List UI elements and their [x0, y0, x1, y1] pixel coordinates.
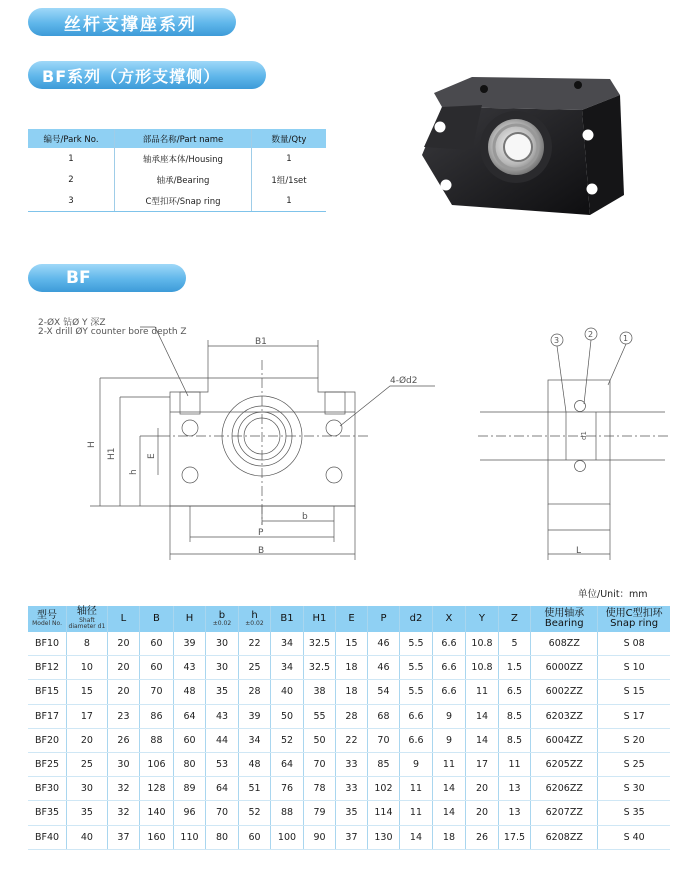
- spec-cell: S 25: [598, 752, 670, 776]
- model-cell: BF10: [28, 632, 67, 656]
- spec-cell: 68: [367, 704, 400, 728]
- parts-header-row: [28, 129, 326, 148]
- spec-cell: 88: [271, 801, 304, 825]
- spec-cell: 48: [238, 752, 271, 776]
- parts-cell: 轴承/Bearing: [115, 169, 252, 190]
- spec-cell: 88: [140, 728, 174, 752]
- spec-cell: 20: [466, 777, 499, 801]
- spec-cell: 37: [107, 825, 140, 849]
- spec-header-main: h: [251, 609, 258, 621]
- drawing-note: 2-X drill ØY counter bore depth Z: [38, 327, 187, 337]
- spec-body: [28, 632, 670, 849]
- spec-header-main: E: [348, 612, 355, 624]
- parts-table: [28, 129, 326, 212]
- spec-cell: 10.8: [466, 632, 499, 656]
- spec-cell: 20: [67, 728, 108, 752]
- mount-hole-circle: [182, 420, 198, 436]
- spec-cell: 34: [271, 656, 304, 680]
- leader-line: [140, 327, 188, 396]
- spec-cell: 11: [498, 752, 531, 776]
- housing-top-face: [434, 77, 620, 110]
- dim-label: b: [302, 512, 308, 522]
- mount-hole: [583, 130, 594, 141]
- table-row: [28, 680, 670, 704]
- mount-hole: [441, 180, 452, 191]
- table-row: [28, 190, 326, 212]
- spec-cell: 90: [303, 825, 336, 849]
- spec-cell: 89: [173, 777, 206, 801]
- spec-cell: 14: [466, 728, 499, 752]
- spec-cell: 28: [336, 704, 367, 728]
- spec-cell: 76: [271, 777, 304, 801]
- spec-cell: 20: [466, 801, 499, 825]
- spec-header-cell: [67, 606, 108, 632]
- spec-header-cell: [598, 606, 670, 632]
- spec-cell: 9: [432, 728, 466, 752]
- spec-header-main: Y: [478, 612, 486, 624]
- parts-cell: 轴承座本体/Housing: [115, 148, 252, 169]
- spec-cell: 17: [67, 704, 108, 728]
- spec-cell: 6.6: [432, 680, 466, 704]
- bearing-bore: [504, 133, 532, 161]
- spec-cell: 106: [140, 752, 174, 776]
- spec-cell: 86: [140, 704, 174, 728]
- spec-cell: 8.5: [498, 704, 531, 728]
- spec-cell: 110: [173, 825, 206, 849]
- spec-cell: 6206ZZ: [531, 777, 598, 801]
- side-view-outline: [548, 380, 610, 504]
- callout-number: 1: [623, 334, 629, 343]
- table-row: [28, 728, 670, 752]
- spec-cell: 40: [67, 825, 108, 849]
- spec-cell: 79: [303, 801, 336, 825]
- dim-label: B: [258, 546, 265, 556]
- spec-header-cell: [432, 606, 466, 632]
- spec-cell: 60: [140, 656, 174, 680]
- spec-cell: 44: [206, 728, 239, 752]
- model-cell: BF12: [28, 656, 67, 680]
- spec-cell: 30: [107, 752, 140, 776]
- model-cell: BF15: [28, 680, 67, 704]
- table-row: [28, 632, 670, 656]
- spec-header-sub: ±0.02: [245, 620, 264, 628]
- spec-cell: 11: [400, 777, 433, 801]
- ball: [575, 461, 586, 472]
- parts-cell: 1: [68, 153, 74, 164]
- spec-cell: 6.6: [432, 632, 466, 656]
- spec-cell: 13: [498, 777, 531, 801]
- spec-header-cell: [206, 606, 239, 632]
- spec-cell: 46: [367, 656, 400, 680]
- spec-cell: 40: [271, 680, 304, 704]
- spec-cell: S 15: [598, 680, 670, 704]
- counterbore: [325, 392, 345, 414]
- spec-header-cell: [238, 606, 271, 632]
- spec-header-main: 使用轴承: [544, 607, 585, 619]
- table-row: [28, 825, 670, 849]
- spec-cell: 96: [173, 801, 206, 825]
- spec-cell: 35: [67, 801, 108, 825]
- spec-cell: 140: [140, 801, 174, 825]
- spec-cell: 20: [107, 632, 140, 656]
- spec-cell: 60: [140, 632, 174, 656]
- spec-cell: 15: [336, 632, 367, 656]
- spec-cell: 70: [140, 680, 174, 704]
- spec-cell: 18: [432, 825, 466, 849]
- model-cell: BF25: [28, 752, 67, 776]
- spec-cell: 6004ZZ: [531, 728, 598, 752]
- table-row: [28, 801, 670, 825]
- dim-label: h: [129, 469, 139, 475]
- spec-header-main: P: [380, 612, 387, 624]
- table-row: [28, 752, 670, 776]
- spec-cell: 5.5: [400, 680, 433, 704]
- spec-cell: 6.6: [400, 704, 433, 728]
- spec-cell: 33: [336, 752, 367, 776]
- spec-cell: 70: [367, 728, 400, 752]
- spec-cell: 1.5: [498, 656, 531, 680]
- spec-cell: 14: [400, 825, 433, 849]
- spec-cell: 85: [367, 752, 400, 776]
- product-photo: [412, 55, 634, 225]
- spec-cell: 18: [336, 656, 367, 680]
- spec-cell: 34: [271, 632, 304, 656]
- spec-cell: 26: [466, 825, 499, 849]
- spec-cell: 9: [400, 752, 433, 776]
- spec-header-main: 型号: [37, 609, 58, 621]
- spec-header-cell: [303, 606, 336, 632]
- spec-cell: 8: [67, 632, 108, 656]
- parts-cell: 2: [68, 174, 74, 185]
- technical-drawing: [0, 300, 700, 585]
- drawing-note: 2-ØX 钻Ø Y 深Z: [38, 318, 106, 328]
- model-cell: BF17: [28, 704, 67, 728]
- spec-cell: 11: [466, 680, 499, 704]
- spec-cell: S 40: [598, 825, 670, 849]
- spec-cell: 130: [367, 825, 400, 849]
- spec-cell: 20: [107, 656, 140, 680]
- spec-cell: 608ZZ: [531, 632, 598, 656]
- spec-header-main: H: [185, 612, 194, 624]
- spec-cell: 80: [173, 752, 206, 776]
- parts-cell: 1: [252, 190, 327, 212]
- spec-cell: 25: [67, 752, 108, 776]
- spec-cell: 32.5: [303, 656, 336, 680]
- spec-cell: 28: [238, 680, 271, 704]
- spec-cell: 39: [238, 704, 271, 728]
- series-title-pill: [28, 61, 266, 89]
- model-cell: BF35: [28, 801, 67, 825]
- spec-cell: 80: [206, 825, 239, 849]
- spec-cell: 55: [303, 704, 336, 728]
- spec-header-cell: [336, 606, 367, 632]
- spec-header-cell: [271, 606, 304, 632]
- parts-cell: C型扣环/Snap ring: [115, 190, 252, 212]
- spec-table: [28, 606, 670, 850]
- spec-cell: 15: [67, 680, 108, 704]
- hole-label: 4-Ød2: [390, 376, 418, 386]
- spec-cell: 52: [238, 801, 271, 825]
- mount-hole-circle: [326, 420, 342, 436]
- spec-cell: 11: [400, 801, 433, 825]
- section-title: BF: [66, 268, 91, 288]
- series-title: BF系列（方形支撑侧）: [42, 66, 221, 86]
- spec-cell: 10.8: [466, 656, 499, 680]
- model-cell: BF30: [28, 777, 67, 801]
- spec-cell: 102: [367, 777, 400, 801]
- spec-cell: 17: [466, 752, 499, 776]
- spec-header-main: L: [120, 612, 127, 624]
- parts-header-no: 编号/Park No.: [28, 129, 115, 148]
- spec-header-cell: [400, 606, 433, 632]
- spec-cell: 6203ZZ: [531, 704, 598, 728]
- spec-cell: 30: [67, 777, 108, 801]
- callout-number: 3: [554, 336, 560, 345]
- parts-cell: 3: [28, 190, 115, 212]
- top-hole: [480, 85, 488, 93]
- mount-hole-circle: [182, 467, 198, 483]
- spec-cell: 160: [140, 825, 174, 849]
- spec-cell: 32.5: [303, 632, 336, 656]
- spec-cell: 51: [238, 777, 271, 801]
- spec-cell: 9: [432, 704, 466, 728]
- spec-header-cell: [28, 606, 67, 632]
- spec-cell: 54: [367, 680, 400, 704]
- spec-cell: S 30: [598, 777, 670, 801]
- spec-cell: 6.5: [498, 680, 531, 704]
- spec-cell: 128: [140, 777, 174, 801]
- spec-cell: 64: [271, 752, 304, 776]
- spec-header-main: X: [445, 612, 453, 624]
- spec-cell: 26: [107, 728, 140, 752]
- spec-cell: 70: [303, 752, 336, 776]
- spec-header-sub: Snap ring: [610, 618, 659, 629]
- page-title: 丝杆支撑座系列: [64, 14, 197, 35]
- spec-cell: 8.5: [498, 728, 531, 752]
- dim-label: d1: [580, 431, 588, 440]
- spec-cell: 22: [238, 632, 271, 656]
- spec-cell: 6205ZZ: [531, 752, 598, 776]
- spec-cell: 32: [107, 801, 140, 825]
- spec-cell: S 35: [598, 801, 670, 825]
- spec-header-cell: [173, 606, 206, 632]
- spec-cell: 34: [238, 728, 271, 752]
- spec-cell: 46: [367, 632, 400, 656]
- spec-cell: 60: [173, 728, 206, 752]
- spec-header-sub: Model No.: [32, 620, 62, 628]
- spec-cell: S 10: [598, 656, 670, 680]
- mount-hole: [587, 184, 598, 195]
- spec-cell: 5: [498, 632, 531, 656]
- counterbore: [180, 392, 200, 414]
- spec-header-main: d2: [409, 612, 423, 624]
- spec-header-sub: Bearing: [544, 618, 584, 629]
- spec-header-sub: Shaft diameter d1: [68, 616, 106, 631]
- parts-header-name: 部品名称/Part name: [115, 129, 252, 148]
- leader-line: [608, 344, 626, 385]
- leader-line: [557, 346, 566, 412]
- spec-cell: 17.5: [498, 825, 531, 849]
- dim-label: H1: [107, 447, 117, 460]
- leader-line: [584, 340, 591, 404]
- spec-cell: 5.5: [400, 632, 433, 656]
- spec-cell: 22: [336, 728, 367, 752]
- spec-header-main: 轴径: [76, 606, 97, 618]
- spec-header-cell: [107, 606, 140, 632]
- ball: [575, 401, 586, 412]
- spec-cell: 60: [238, 825, 271, 849]
- parts-cell: 1组/1set: [252, 169, 327, 190]
- spec-cell: 43: [206, 704, 239, 728]
- spec-cell: 6000ZZ: [531, 656, 598, 680]
- model-cell: BF40: [28, 825, 67, 849]
- spec-header-cell: [498, 606, 531, 632]
- spec-cell: 48: [173, 680, 206, 704]
- spec-cell: 37: [336, 825, 367, 849]
- top-hole: [574, 81, 582, 89]
- spec-cell: 14: [432, 801, 466, 825]
- model-cell: BF20: [28, 728, 67, 752]
- spec-cell: 35: [336, 801, 367, 825]
- dim-label: P: [258, 528, 264, 538]
- spec-cell: 64: [173, 704, 206, 728]
- spec-cell: 52: [271, 728, 304, 752]
- spec-cell: 6207ZZ: [531, 801, 598, 825]
- spec-cell: 70: [206, 801, 239, 825]
- spec-cell: 6.6: [400, 728, 433, 752]
- spec-header-cell: [531, 606, 598, 632]
- spec-cell: 23: [107, 704, 140, 728]
- spec-cell: 114: [367, 801, 400, 825]
- spec-cell: 6208ZZ: [531, 825, 598, 849]
- spec-cell: 50: [271, 704, 304, 728]
- section-title-pill: [28, 264, 186, 292]
- table-row: [28, 656, 670, 680]
- mount-hole-circle: [326, 467, 342, 483]
- spec-cell: 5.5: [400, 656, 433, 680]
- spec-cell: 39: [173, 632, 206, 656]
- spec-cell: 100: [271, 825, 304, 849]
- spec-cell: 20: [107, 680, 140, 704]
- spec-cell: 35: [206, 680, 239, 704]
- parts-cell: 1: [252, 148, 327, 169]
- unit-label: 单位/Unit：mm: [578, 589, 648, 600]
- spec-header-main: Z: [511, 612, 518, 624]
- spec-cell: 6.6: [432, 656, 466, 680]
- spec-header-main: 使用C型扣环: [605, 607, 663, 619]
- spec-cell: 33: [336, 777, 367, 801]
- spec-header-sub: ±0.02: [212, 620, 232, 628]
- parts-header-qty: 数量/Qty: [252, 129, 327, 148]
- spec-header-main: H1: [312, 612, 327, 624]
- spec-header-main: B1: [280, 612, 294, 624]
- spec-cell: 78: [303, 777, 336, 801]
- front-view-outline: [170, 378, 355, 506]
- spec-cell: 53: [206, 752, 239, 776]
- spec-cell: 25: [238, 656, 271, 680]
- spec-cell: 18: [336, 680, 367, 704]
- spec-cell: S 20: [598, 728, 670, 752]
- table-row: [28, 777, 670, 801]
- spec-cell: 32: [107, 777, 140, 801]
- mount-hole: [435, 122, 446, 133]
- table-row: [28, 148, 326, 169]
- dim-label: L: [576, 546, 582, 556]
- housing-flange-top: [424, 105, 482, 150]
- spec-header-cell: [367, 606, 400, 632]
- table-row: [28, 704, 670, 728]
- dim-label: H: [87, 441, 97, 448]
- spec-cell: 6002ZZ: [531, 680, 598, 704]
- spec-header-main: b: [218, 609, 226, 621]
- spec-cell: 13: [498, 801, 531, 825]
- spec-cell: 10: [67, 656, 108, 680]
- spec-cell: 38: [303, 680, 336, 704]
- dim-label: E: [147, 453, 157, 459]
- spec-cell: S 17: [598, 704, 670, 728]
- spec-header-row: [28, 606, 670, 632]
- spec-cell: 50: [303, 728, 336, 752]
- spec-cell: 14: [432, 777, 466, 801]
- callout-number: 2: [588, 330, 594, 339]
- spec-cell: 14: [466, 704, 499, 728]
- spec-cell: 30: [206, 632, 239, 656]
- spec-cell: 64: [206, 777, 239, 801]
- spec-cell: 30: [206, 656, 239, 680]
- spec-cell: 11: [432, 752, 466, 776]
- page-title-pill: [28, 8, 236, 36]
- spec-cell: S 08: [598, 632, 670, 656]
- table-row: [28, 169, 326, 190]
- spec-header-cell: [140, 606, 174, 632]
- spec-cell: 43: [173, 656, 206, 680]
- spec-header-main: B: [153, 612, 160, 624]
- dim-label: B1: [255, 337, 267, 347]
- spec-header-cell: [466, 606, 499, 632]
